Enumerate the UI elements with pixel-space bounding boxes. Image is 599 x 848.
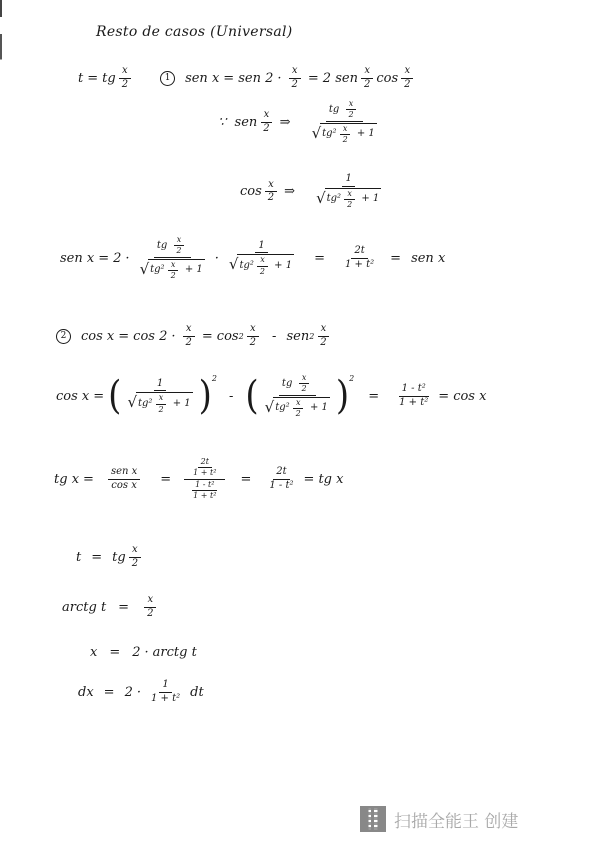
fn-sen: sen xyxy=(238,70,261,86)
var-x: x xyxy=(437,250,446,266)
var-t: t xyxy=(100,599,107,615)
fraction-2t-over-1plust2: $\frac{2t}{\text{1 + t²}}$ xyxy=(345,245,375,270)
minus: - xyxy=(229,388,234,404)
exponent: 2 xyxy=(309,331,315,341)
num: 2 xyxy=(113,250,122,266)
var-t: t xyxy=(78,70,84,86)
fraction-one-over-sqrt: 1 √ tg² $\frac{x}{2}$ + 1 xyxy=(127,377,191,414)
fraction-x-over-2: $\frac{x}{2}$ xyxy=(129,545,141,569)
equals: = xyxy=(118,599,130,615)
fn-tg: tg xyxy=(112,549,126,565)
var-x: x xyxy=(86,250,95,266)
fn-tg: tg xyxy=(318,471,332,487)
fraction-sen-over-cos: sen x cos x xyxy=(108,467,140,491)
fraction-tg-over-sqrt: tg $\frac{x}{2}$ √ tg² $\frac{x}{2}$ + 1 xyxy=(264,373,328,419)
equals: = xyxy=(160,471,172,487)
eq-t-def xyxy=(76,545,144,569)
fraction-one-over-sqrt: 1 √ tg² $\frac{x}{2}$ + 1 xyxy=(228,239,293,276)
equals: = xyxy=(93,388,105,404)
var-x: x xyxy=(106,328,115,344)
scanner-watermark xyxy=(360,806,518,832)
fn-cos: cos xyxy=(240,184,262,200)
qr-code-icon xyxy=(360,806,386,832)
implies-symbol: ⇒ xyxy=(279,114,291,130)
fn-cos: cos xyxy=(133,328,155,344)
dot: · xyxy=(125,250,130,266)
var-x: x xyxy=(211,70,220,86)
fraction-x-over-2: $\frac{x}{2}$ xyxy=(144,595,156,619)
eq-cos-x xyxy=(56,374,486,419)
fraction-x-over-2: $\frac{x}{2}$ xyxy=(401,66,413,90)
equals: = xyxy=(103,684,115,700)
num: 2 xyxy=(159,328,168,344)
fn-sen: sen xyxy=(411,250,434,266)
eq-sen-x xyxy=(60,236,445,281)
step-number-1: 1 xyxy=(160,71,175,86)
fraction-x-over-2: $\frac{x}{2}$ xyxy=(119,66,131,90)
compound-fraction: $\frac{\frac{2t}{\text{1 + t²}}}{\frac{\text{1 - t²}}{\text{1 + t²}}}$ xyxy=(184,458,225,501)
fraction-1-over-1plust2: $\frac{1}{\text{1 + t²}}$ xyxy=(150,679,181,704)
num: 1 xyxy=(255,241,267,254)
dot: · xyxy=(171,328,176,344)
var-dt: dt xyxy=(190,684,204,700)
fn-cos: cos xyxy=(81,328,103,344)
fraction-2t-over-1minust2: $\frac{2t}{\text{1 - t²}}$ xyxy=(269,466,294,491)
page-left-edge xyxy=(0,0,2,848)
fn-sen: sen xyxy=(185,70,208,86)
var-t: t xyxy=(191,645,197,660)
var-x: x xyxy=(336,471,344,487)
equals: = xyxy=(438,388,450,404)
equals: = xyxy=(390,250,402,266)
fraction-x-over-2: $\frac{x}{2}$ xyxy=(260,110,272,134)
eq-x xyxy=(90,645,197,660)
exponent: 2 xyxy=(238,331,244,341)
open-paren: ( xyxy=(108,373,122,420)
equals: = xyxy=(91,549,103,565)
fraction-x-over-2: $\frac{x}{2}$ xyxy=(183,324,195,348)
equals: = xyxy=(87,70,99,86)
num: 2 xyxy=(265,70,274,86)
num: 1 xyxy=(154,379,166,392)
fraction-x-over-2: $\frac{x}{2}$ xyxy=(361,66,373,90)
num: 1 xyxy=(342,174,354,187)
fn-sen: sen xyxy=(60,250,83,266)
equals: = xyxy=(83,471,94,487)
num: 2 xyxy=(132,645,141,660)
num: 2 xyxy=(124,684,133,700)
eq-sen-half xyxy=(218,100,383,145)
equals: = xyxy=(201,328,213,344)
fn-cos: cos xyxy=(376,70,399,86)
dot: · xyxy=(136,684,141,700)
equals: = xyxy=(240,471,252,487)
var-t: t xyxy=(76,549,82,565)
minus: - xyxy=(272,328,277,344)
num: 2 xyxy=(322,70,332,86)
fn-tg: tg xyxy=(54,471,68,487)
exponent: 2 xyxy=(349,374,355,383)
equals: = xyxy=(368,388,380,404)
eq-substitution xyxy=(78,66,417,90)
dot: · xyxy=(144,645,149,660)
exponent: 2 xyxy=(211,374,217,383)
fn-arctg: arctg xyxy=(62,599,97,615)
fraction-one-over-sqrt: 1 √ tg² $\frac{x}{2}$ + 1 xyxy=(316,173,380,209)
page-title: Resto de casos (Universal) xyxy=(96,24,293,40)
fn-cos: cos xyxy=(453,388,475,404)
fraction-tg-over-sqrt: tg $\frac{x}{2}$ √ tg² $\frac{x}{2}$ + 1 xyxy=(311,99,375,145)
equals: = xyxy=(98,250,110,266)
fraction-x-over-2: $\frac{x}{2}$ xyxy=(265,180,277,204)
fn-sen: sen xyxy=(234,114,258,130)
fn-arctg: arctg xyxy=(152,645,188,660)
equals: = xyxy=(303,471,315,487)
var-x: x xyxy=(71,471,80,487)
var-x: x xyxy=(479,388,487,404)
fn-cos: cos xyxy=(216,328,239,344)
fn-cos: cos xyxy=(56,388,78,404)
implies-symbol: ⇒ xyxy=(284,184,296,200)
watermark-text: 扫描全能王 创建 xyxy=(394,811,519,832)
fraction-tg-over-sqrt: tg $\frac{x}{2}$ √ tg² $\frac{x}{2}$ + 1 xyxy=(139,235,203,281)
fn-tg: tg xyxy=(102,70,116,86)
var-x: x xyxy=(90,645,98,660)
fraction-x-over-2: $\frac{x}{2}$ xyxy=(289,66,301,90)
dot: · xyxy=(277,70,282,86)
equals: = xyxy=(307,70,319,86)
eq-tg-x xyxy=(54,458,343,501)
equals: = xyxy=(314,250,326,266)
equals: = xyxy=(118,328,130,344)
equals: = xyxy=(223,70,235,86)
close-paren: ) xyxy=(198,373,212,420)
open-paren: ( xyxy=(245,373,259,420)
because-symbol: ∵ xyxy=(218,114,227,130)
eq-cos-x-identity xyxy=(56,324,333,348)
fn-sen: sen xyxy=(286,328,310,344)
dot: · xyxy=(214,250,219,266)
close-paren: ) xyxy=(335,373,350,420)
eq-arctg xyxy=(62,595,159,619)
eq-dx xyxy=(78,680,208,704)
fraction-1minust2-over-1plust2: $\frac{\text{1 - t²}}{\text{1 + t²}}$ xyxy=(399,383,429,408)
fraction-x-over-2: $\frac{x}{2}$ xyxy=(317,324,329,348)
var-dx: dx xyxy=(78,684,94,700)
fn-sen: sen xyxy=(335,70,358,86)
eq-cos-half xyxy=(240,174,387,209)
step-number-2: 2 xyxy=(56,329,71,344)
fraction-x-over-2: $\frac{x}{2}$ xyxy=(247,324,259,348)
equals: = xyxy=(109,645,121,660)
var-x: x xyxy=(81,388,90,404)
